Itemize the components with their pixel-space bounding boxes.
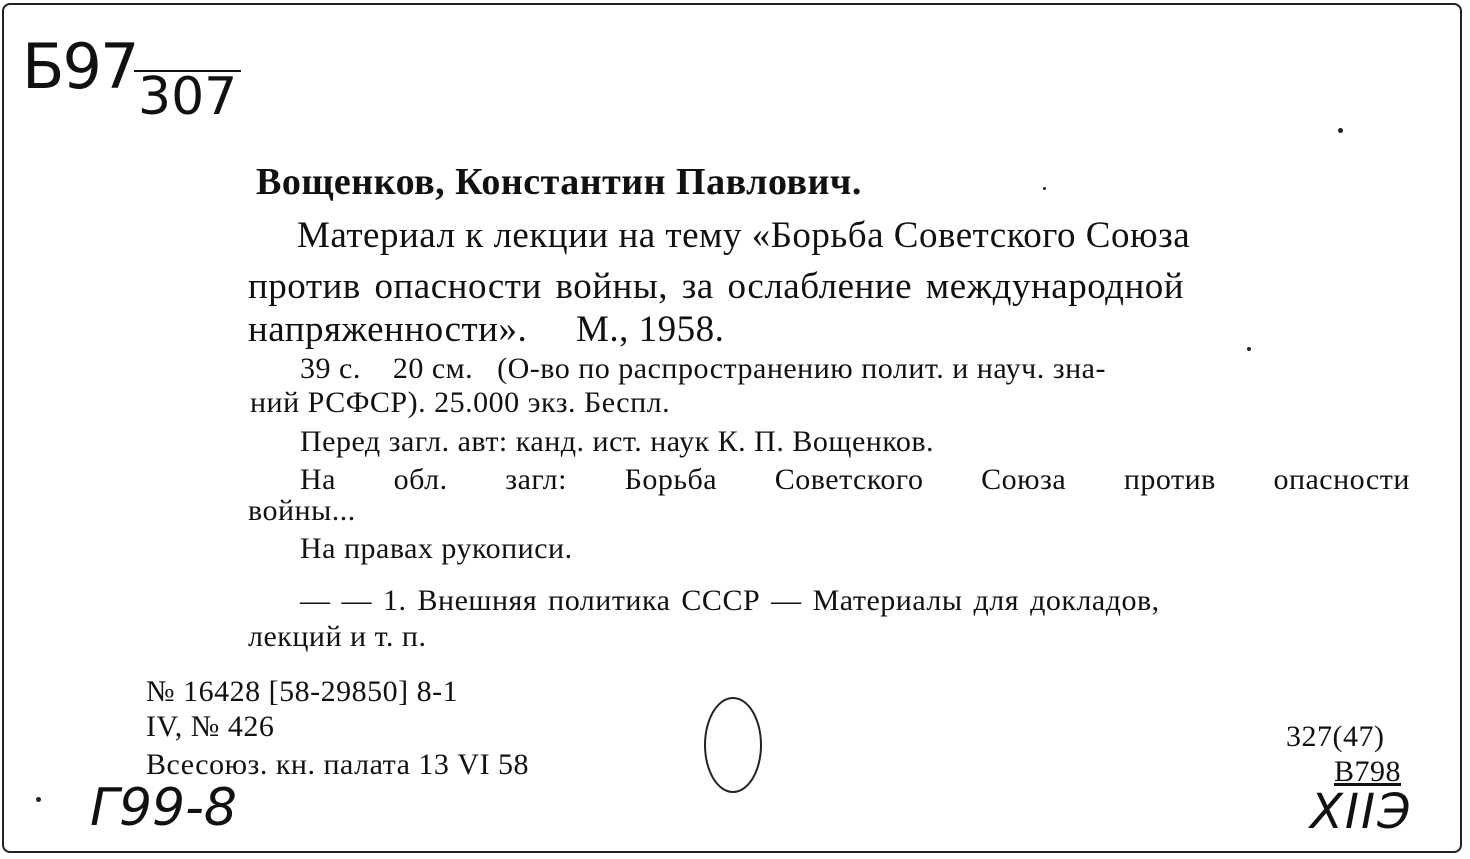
shelf-mark-part1: Б97 — [22, 30, 138, 103]
word: Борьба — [624, 463, 718, 496]
word: против — [1123, 463, 1216, 496]
chamber-date: Всесоюз. кн. палата 13 VI 58 — [146, 748, 530, 781]
word: Советского — [774, 463, 924, 496]
record-number: № 16428 [58-29850] 8-1 — [146, 675, 459, 708]
word: Союза — [981, 463, 1067, 496]
note-cover-title-continued: войны... — [248, 494, 356, 527]
note-author-statement: Перед загл. авт: канд. ист. наук К. П. Вощенков. — [300, 425, 935, 458]
author-sign: В798 — [1334, 755, 1402, 788]
note-cover-title — [300, 463, 1410, 497]
shelf-mark — [22, 30, 238, 127]
speck — [1043, 187, 1046, 190]
stamp-circle — [704, 697, 762, 793]
description-line-2: ний РСФСР). 25.000 экз. Беспл. — [250, 386, 671, 419]
issue-number: IV, № 426 — [146, 710, 275, 743]
note-rights: На правах рукописи. — [300, 532, 573, 565]
title-line-2: против опасности войны, за ослабление международной — [248, 266, 1185, 307]
subject-heading-line-1: — — 1. Внешняя политика СССР — Материалы для докладов, — [300, 584, 1160, 617]
speck — [1338, 128, 1343, 133]
classification-code: 327(47) — [1286, 720, 1385, 753]
speck — [36, 797, 41, 802]
word: обл. — [393, 463, 448, 496]
shelf-mark-part2: 307 — [134, 70, 241, 122]
word: опасности — [1273, 463, 1410, 496]
author-heading: Вощенков, Константин Павлович. — [256, 161, 862, 203]
speck — [1247, 347, 1251, 351]
subject-heading-line-2: лекций и т. п. — [248, 620, 427, 653]
title-line-3: напряженности». М., 1958. — [248, 309, 725, 350]
description-line-1: 39 с. 20 см. (О-во по распространению полит. и науч. зна- — [300, 352, 1106, 385]
handwritten-number: Г99-8 — [90, 778, 237, 838]
title-line-1: Материал к лекции на тему «Борьба Советского Союза — [297, 215, 1191, 256]
handwritten-mark: ХIIЭ — [1310, 784, 1413, 840]
word: На — [300, 463, 336, 496]
word: загл: — [505, 463, 567, 496]
